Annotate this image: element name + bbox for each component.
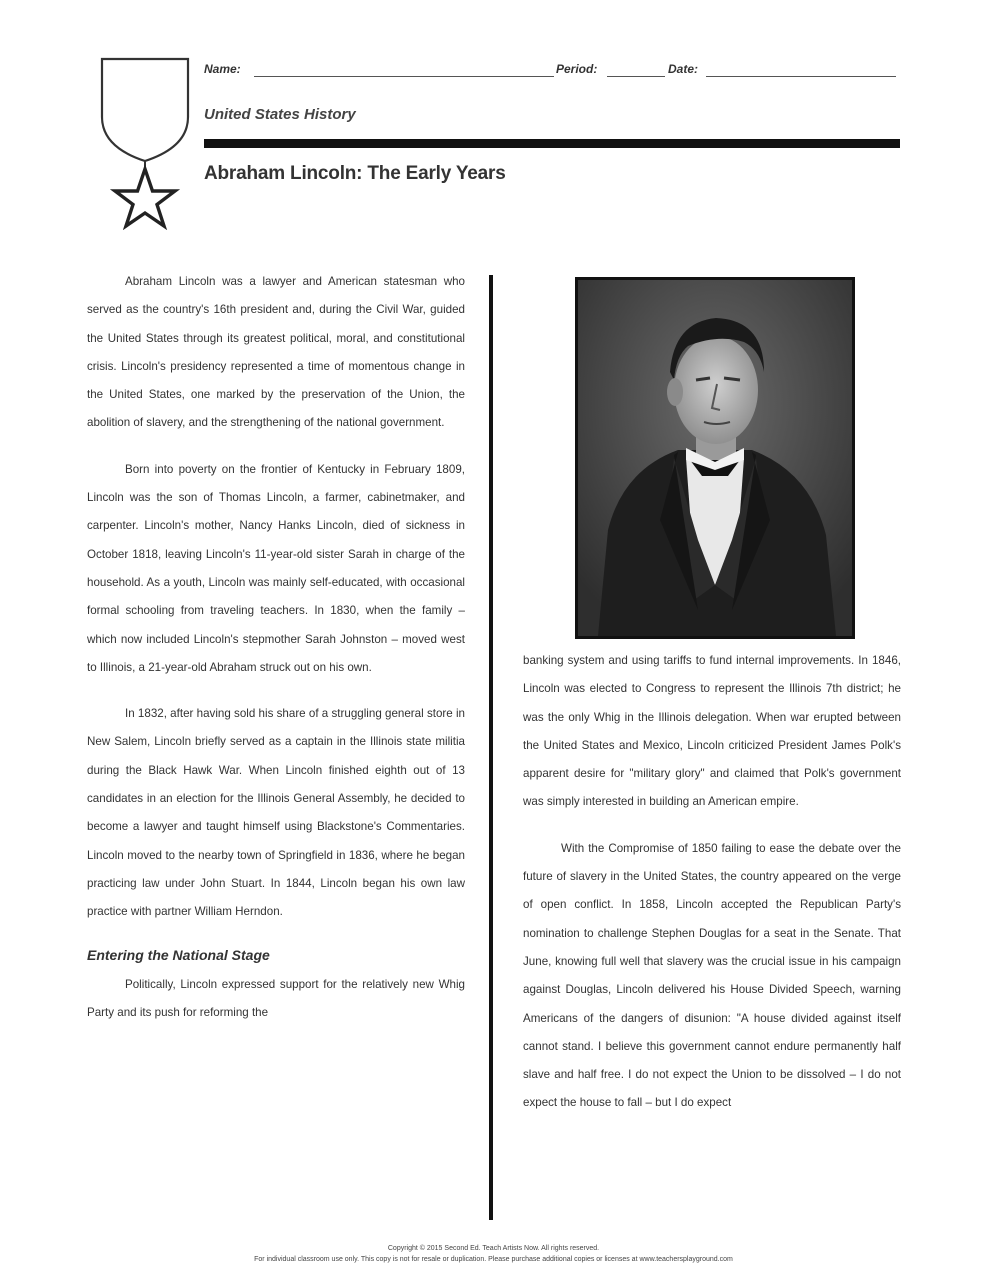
- left-paragraph-2: Born into poverty on the frontier of Kentucky in February 1809, Lincoln was the son of Thomas Lincoln, a farmer, cabinetmaker, and carpenter. Lincoln's mother, Nancy Hanks Lincoln, died of sickness in October 1818, leaving Lincoln's 11-year-old sister Sarah in charge of the household. As a youth, Lincoln was mainly self-educated, with occasional formal schooling from traveling teachers. In 1830, when the family – which now included Lincoln's stepmother Sarah Johnston – moved west to Illinois, a 21-year-old Abraham struck out on his own.: [87, 462, 465, 674]
- period-field[interactable]: [607, 76, 665, 77]
- right-paragraph-2: With the Compromise of 1850 failing to ease the debate over the future of slavery in the United States, the country appeared on the verge of open conflict. In 1858, Lincoln accepted the Republican Party's nomination to challenge Stephen Douglas for a seat in the Senate. That June, knowing full well that slavery was the crucial issue in his campaign against Douglas, Lincoln delivered his House Divided Speech, warning Americans of the dangers of disunion: "A house divided against itself cannot stand. I believe this government cannot endure permanently half slave and half free. I do not expect the Union to be dissolved – I do not expect the house to fall – but I do expect: [523, 841, 901, 1110]
- header-rule: [204, 139, 900, 148]
- usage-note: For individual classroom use only. This copy is not for resale or duplication. Please purchase additional copies or licenses at www.teachersplayground.com: [254, 1256, 733, 1263]
- left-paragraph-3: In 1832, after having sold his share of a struggling general store in New Salem, Lincoln briefly served as a captain in the Illinois state militia during the Black Hawk War. When Lincoln finished eighth out of 13 candidates in an election for the Illinois General Assembly, he decided to become a lawyer and taught himself using Blackstone's Commentaries. Lincoln moved to the nearby town of Springfield in 1836, where he began practicing law under John Stuart. In 1844, Lincoln began his own law practice with partner William Herndon.: [87, 707, 465, 919]
- star-icon: [115, 169, 175, 226]
- left-column: [87, 268, 465, 1027]
- period-label: Period:: [556, 62, 598, 76]
- right-column: [523, 647, 901, 1118]
- page-title: Abraham Lincoln: The Early Years: [204, 163, 506, 184]
- subject-label: United States History: [204, 106, 356, 123]
- shield-star-logo: [95, 55, 195, 230]
- section-subheading: Entering the National Stage: [87, 946, 270, 963]
- date-label: Date:: [668, 62, 699, 76]
- date-field[interactable]: [706, 76, 896, 77]
- left-paragraph-4: Politically, Lincoln expressed support for the relatively new Whig Party and its push for reforming the: [87, 977, 465, 1020]
- lincoln-portrait: [575, 277, 855, 639]
- right-paragraph-1: banking system and using tariffs to fund internal improvements. In 1846, Lincoln was elected to Congress to represent the Illinois 7th district; he was the only Whig in the Illinois delegation. When war erupted between the United States and Mexico, Lincoln criticized President James Polk's apparent desire for "military glory" and claimed that Polk's government was simply interested in building an American empire.: [523, 654, 901, 809]
- copyright-line: Copyright © 2015 Second Ed. Teach Artists Now. All rights reserved.: [387, 1245, 600, 1252]
- left-paragraph-1: Abraham Lincoln was a lawyer and American statesman who served as the country's 16th president and, during the Civil War, guided the United States through its greatest political, moral, and constitutional crisis. Lincoln's presidency represented a time of momentous change in the United States, one marked by the preservation of the Union, the abolition of slavery, and the strengthening of the national government.: [87, 275, 465, 430]
- name-field[interactable]: [254, 76, 554, 77]
- portrait-illustration: [578, 280, 852, 636]
- column-divider: [489, 275, 493, 1220]
- shield-icon: [102, 59, 188, 161]
- name-label: Name:: [204, 62, 241, 76]
